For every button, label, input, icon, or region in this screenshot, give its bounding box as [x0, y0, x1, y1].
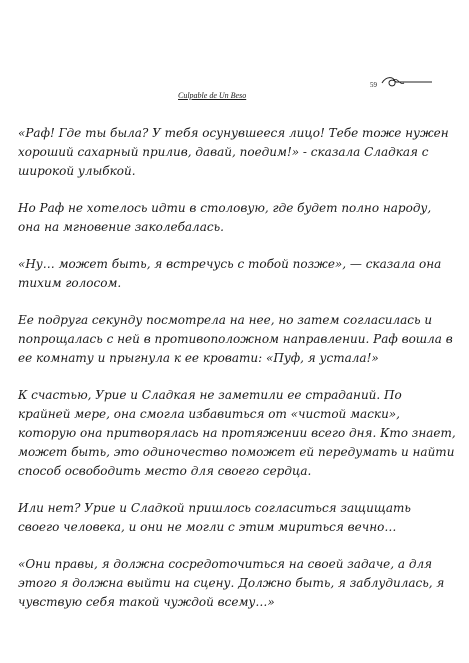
paragraph: Ее подруга секунду посмотрела на нее, но затем согласилась и попрощалась с ней в противоположном направлении. Раф вошла в ее комнату и прыгнула к ее кровати: «Пуф, я устала!» — [18, 313, 453, 365]
paragraph: Но Раф не хотелось идти в столовую, где будет полно народу, она на мгновение заколебалась. — [18, 201, 432, 234]
paragraph: «Они правы, я должна сосредоточиться на своей задаче, а для этого я должна выйти на сцену. Должно быть, я заблудилась, я чувствую себя такой чуждой всему…» — [18, 557, 445, 609]
running-header-title: Culpable de Un Beso — [178, 91, 247, 100]
page-number: 59 — [370, 81, 377, 89]
paragraph: «Ну… может быть, я встречусь с тобой позже», — сказала она тихим голосом. — [18, 257, 442, 290]
paragraph: Или нет? Урие и Сладкой пришлось согласиться защищать своего человека, и они не могли с этим мириться вечно… — [18, 501, 411, 534]
swirl-ornament-icon — [378, 74, 434, 90]
chapter-body — [18, 124, 456, 630]
paragraph: К счастью, Урие и Сладкая не заметили ее страданий. По крайней мере, она смогла избавиться от «чистой маски», которую она притворялась на протяжении всего дня. Кто знает, может быть, это одиночество поможет ей передумать и найти способ освободить место для своего сердца. — [18, 388, 456, 478]
paragraph: «Раф! Где ты была? У тебя осунувшееся лицо! Тебе тоже нужен хороший сахарный прилив, давай, поедим!» - сказала Сладкая с широкой улыбкой. — [18, 126, 449, 178]
